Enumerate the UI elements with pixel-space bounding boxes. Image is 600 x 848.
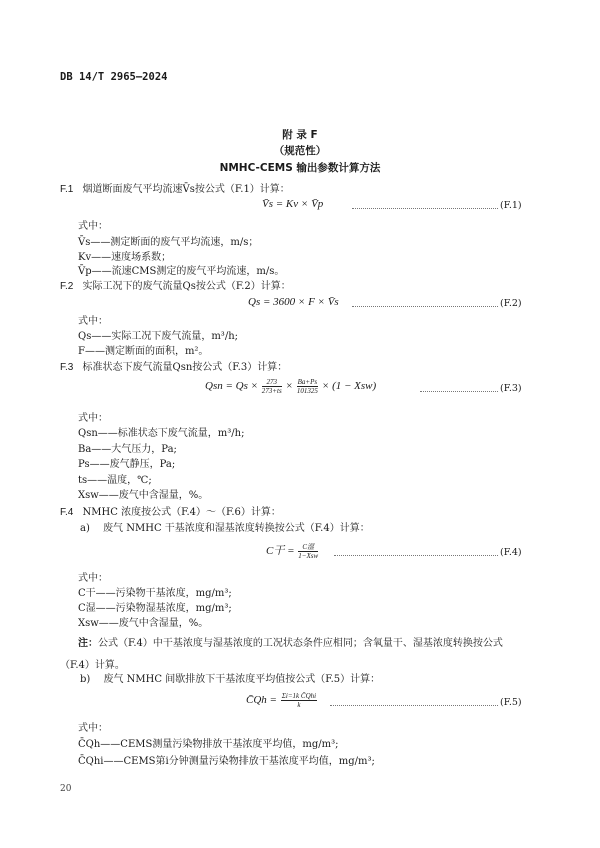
definition: Ba——大气压力，Pa;	[78, 444, 177, 455]
note	[78, 634, 503, 649]
item-b	[80, 673, 380, 686]
equation-ref: (F.2)	[500, 298, 522, 309]
fraction-temperature	[262, 378, 282, 395]
definition: Xsw——废气中含湿量，%。	[78, 618, 209, 629]
fraction-moisture	[298, 543, 318, 560]
times-sign: ×	[285, 380, 293, 393]
definition: C湿——污染物湿基浓度，mg/m³;	[78, 603, 232, 614]
item-label: b)	[80, 674, 91, 685]
where-label: 式中：	[78, 221, 108, 232]
definition: V̄s——测定断面的废气平均流速，m/s；	[78, 237, 259, 248]
denominator: k	[297, 701, 301, 709]
note-label: 注：	[78, 638, 98, 649]
leader-dots	[334, 555, 498, 556]
equation-f3	[205, 378, 376, 395]
item-a	[80, 522, 370, 535]
note-text: 公式（F.4）中干基浓度与湿基浓度的工况状态条件应相同；含氧量干、湿基浓度转换按公式	[98, 638, 503, 649]
note-continuation: （F.4）计算。	[60, 660, 125, 671]
clause-text: 标准状态下废气流量Qsn按公式（F.3）计算：	[82, 362, 288, 373]
definition: F——测定断面的面积，m²。	[78, 346, 209, 357]
equation-ref: (F.4)	[500, 547, 522, 558]
clause-text: 烟道断面废气平均流速V̄s按公式（F.1）计算：	[82, 184, 290, 195]
leader-dots	[352, 306, 498, 307]
item-text: 废气 NMHC 干基浓度和湿基浓度转换按公式（F.4）计算：	[103, 523, 370, 534]
eq-right: × (1 − Xsw)	[321, 380, 377, 393]
clause-f3	[60, 361, 287, 374]
leader-dots	[420, 391, 498, 392]
denominator: 1−Xsw	[298, 551, 319, 560]
definition: C̄Qh——CEMS测量污染物排放干基浓度平均值，mg/m³;	[78, 739, 339, 750]
definition: Kv——速度场系数；	[78, 252, 172, 263]
numerator: Σi=1k C̄Qhi	[281, 692, 317, 700]
clause-number: F.2	[60, 281, 74, 292]
clause-f2	[60, 280, 291, 293]
denominator: 273+ts	[261, 387, 282, 395]
appendix-heading: NMHC-CEMS 输出参数计算方法	[219, 162, 381, 174]
leader-dots	[330, 705, 498, 706]
appendix-nature: （规范性）	[273, 145, 327, 157]
definition: ts——温度，℃;	[78, 475, 152, 486]
clause-number: F.4	[60, 507, 74, 518]
definition: C干——污染物干基浓度，mg/m³;	[78, 588, 232, 599]
clause-text: NMHC 浓度按公式（F.4）～（F.6）计算：	[82, 507, 281, 518]
leader-dots	[352, 208, 498, 209]
equation-ref: (F.3)	[500, 383, 522, 394]
item-label: a)	[80, 523, 90, 534]
fraction-average	[281, 692, 317, 709]
equation-f5	[246, 692, 318, 709]
clause-f4	[60, 506, 281, 519]
clause-number: F.1	[60, 184, 74, 195]
where-label: 式中：	[78, 413, 108, 424]
numerator: C湿	[298, 543, 318, 552]
fraction-pressure	[297, 378, 319, 395]
item-text: 废气 NMHC 间歇排放下干基浓度平均值按公式（F.5）计算：	[103, 674, 381, 685]
numerator: 273	[262, 378, 282, 387]
denominator: 101325	[296, 387, 318, 395]
equation-f2: Qs = 3600 × F × V̄s	[248, 296, 339, 308]
definition: Qs——实际工况下废气流量，m³/h;	[78, 331, 238, 342]
standard-code: DB 14/T 2965—2024	[60, 71, 168, 83]
equation-f1: V̄s = Kv × V̄p	[262, 198, 324, 210]
where-label: 式中：	[78, 573, 108, 584]
numerator: Ba+Ps	[297, 378, 318, 386]
where-label: 式中：	[78, 723, 108, 734]
definition: Qsn——标准状态下废气流量，m³/h;	[78, 428, 245, 439]
eq-left: C干 =	[266, 545, 295, 557]
equation-ref: (F.1)	[500, 200, 522, 211]
clause-text: 实际工况下的废气流量Qs按公式（F.2）计算：	[82, 281, 291, 292]
where-label: 式中：	[78, 316, 108, 327]
definition: V̄p——流速CMS测定的废气平均流速，m/s。	[78, 266, 285, 277]
equation-ref: (F.5)	[500, 697, 522, 708]
definition: Xsw——废气中含湿量，%。	[78, 490, 209, 501]
definition: Ps——废气静压，Pa;	[78, 459, 176, 470]
eq-left: C̄Qh =	[246, 694, 277, 707]
appendix-title: 附 录 F	[282, 129, 318, 141]
clause-f1	[60, 183, 290, 196]
definition: C̄Qhi——CEMS第i分钟测量污染物排放干基浓度平均值，mg/m³;	[78, 756, 375, 767]
page-number: 20	[60, 784, 72, 794]
equation-f4	[266, 542, 319, 560]
eq-left: Qsn = Qs ×	[205, 380, 259, 393]
clause-number: F.3	[60, 362, 74, 373]
